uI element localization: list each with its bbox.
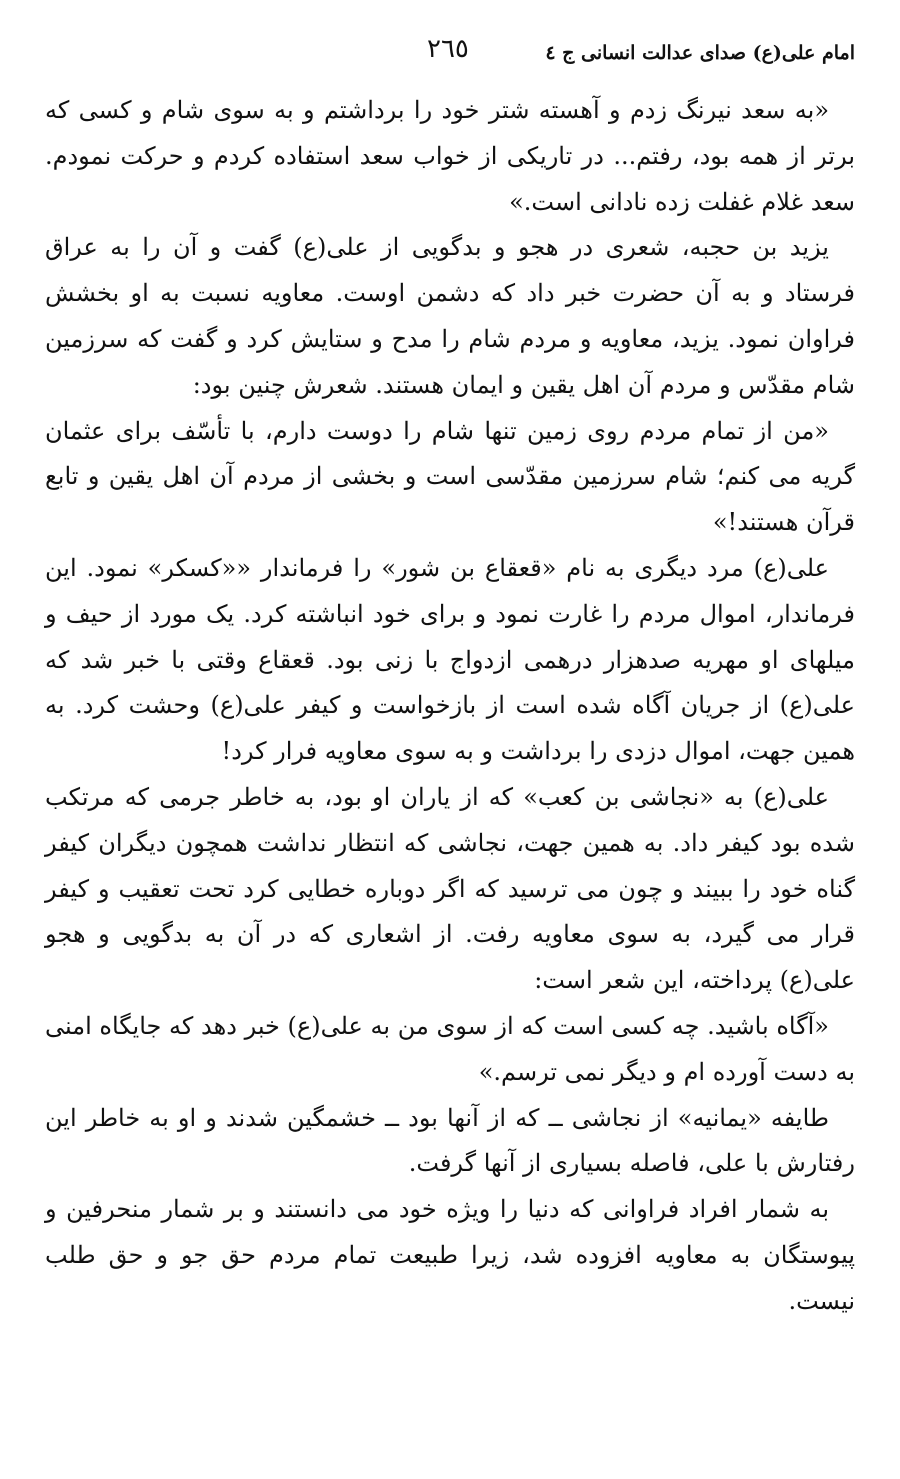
paragraph-conclusion: به شمار افراد فراوانی که دنیا را ویژه خود می دانستند و بر شمار منحرفین و پیوستگان به معاویه افزوده شد، زیرا طبیعت تمام مردم حق جو و حق طلب نیست. bbox=[45, 1195, 856, 1315]
paragraph-najashi-bin-kaab: علی(ع) به «نجاشی بن کعب» که از یاران او بود، به خاطر جرمی که مرتکب شده بود کیفر داد. به همین جهت، نجاشی که انتظار نداشت همچون دیگران کیفر گناه خود را ببیند و چون می ترسید که اگر دوباره خطایی کرد تحت تعقیب و کیفر قرار می گیرد، به سوی معاویه رفت. از اشعاری که در آن به بدگویی و هجو علی(ع) پرداخته، این شعر است: bbox=[45, 782, 855, 995]
paragraph-quote-najashi: «آگاه باشید. چه کسی است که از سوی من به علی(ع) خبر دهد که جایگاه امنی به دست آورده ام و دیگر نمی ترسم.» bbox=[45, 1011, 855, 1086]
page-header bbox=[45, 30, 855, 88]
paragraph-quote-sham: «من از تمام مردم روی زمین تنها شام را دوست دارم، با تأسّف برای عثمان گریه می کنم؛ شام سرزمین مقدّسی است و بخشی از مردم آن اهل یقین و تابع قرآن هستند!» bbox=[45, 416, 855, 537]
paragraph-yazid-bin-hajabah: یزید بن حجبه، شعری در هجو و بدگویی از علی(ع) گفت و آن را به عراق فرستاد و به آن حضرت خبر داد که دشمن اوست. معاویه نسبت به او بخشش فراوان نمود. یزید، معاویه و مردم شام را مدح و ستایش کرد و گفت که سرزمین شام مقدّس و مردم آن اهل یقین و ایمان هستند. شعرش چنین بود: bbox=[45, 233, 855, 399]
paragraph-yamaniyah: طایفه «یمانیه» از نجاشی ــ که از آنها بود ــ خشمگین شدند و او به خاطر این رفتارش با علی، فاصله بسیاری از آنها گرفت. bbox=[45, 1103, 855, 1178]
body-text bbox=[45, 88, 855, 1325]
page-number: ٢٦٥ bbox=[427, 34, 469, 64]
running-title: امام علی(ع) صدای عدالت انسانی ج ٤ bbox=[545, 42, 855, 64]
book-page bbox=[45, 30, 855, 1450]
paragraph-quote-saad: «به سعد نیرنگ زدم و آهسته شتر خود را برداشتم و به سوی شام و کسی که برتر از همه بود، رفتم... در تاریکی از خواب سعد استفاده کردم و حرکت نمودم. سعد غلام غفلت زده نادانی است.» bbox=[45, 96, 855, 216]
paragraph-qaqa-bin-shur: علی(ع) مرد دیگری به نام «قعقاع بن شور» را فرماندار ««کسکر» نمود. این فرماندار، اموال مردم را غارت نمود و برای خود انباشته کرد. یک مورد از حیف و میلهای او مهریه صدهزار درهمی ازدواج با زنی بود. قعقاع وقتی با خبر شد که علی(ع) از جریان آگاه شده است از بازخواست و کیفر علی(ع) وحشت کرد. به همین جهت، اموال دزدی را برداشت و به سوی معاویه فرار کرد! bbox=[45, 553, 856, 766]
